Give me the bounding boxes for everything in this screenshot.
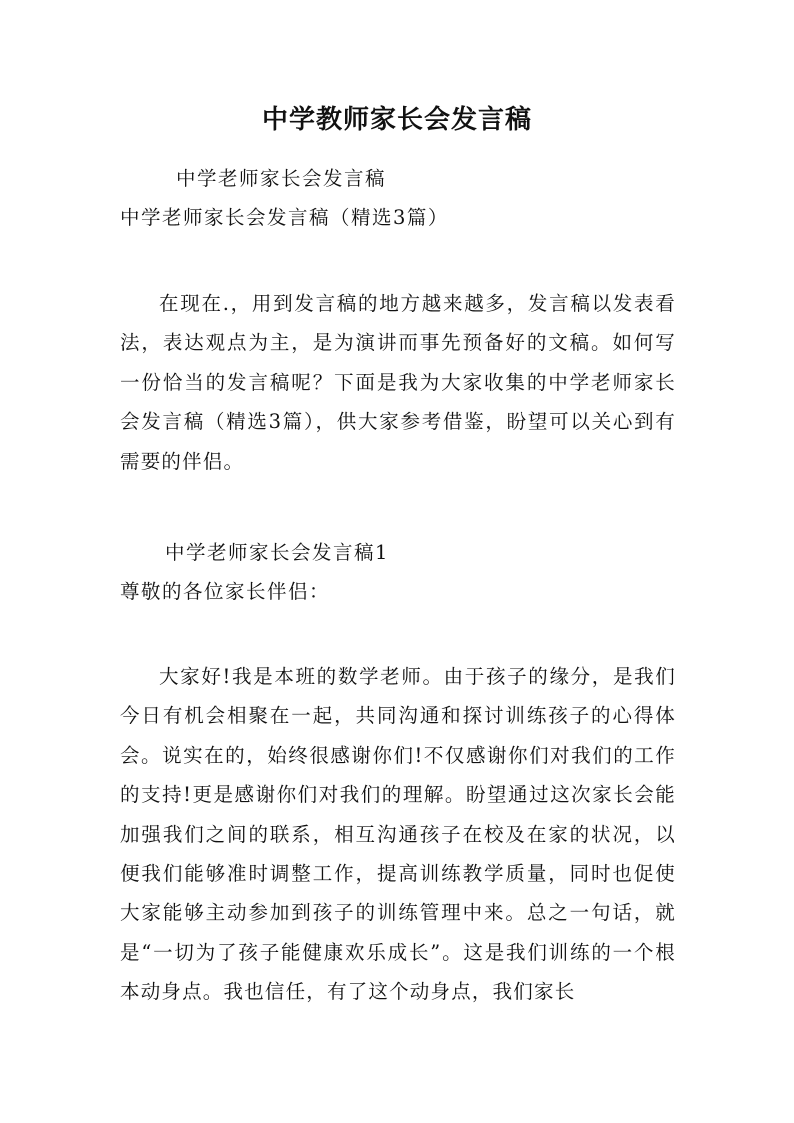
body-paragraph: 大家好!我是本班的数学老师。由于孩子的缘分，是我们今日有机会相聚在一起，共同沟通和探讨训练孩子的心得体会。说实在的，始终很感谢你们!不仅感谢你们对我们的工作的支持!更是感谢你们对我们的理解。盼望通过这次家长会能加强我们之间的联系，相互沟通孩子在校及在家的状况，以便我们能够准时调整工作，提高训练教学质量，同时也促使大家能够主动参加到孩子的训练管理中来。总之一句话，就是“一切为了孩子能健康欢乐成长”。这是我们训练的一个根本动身点。我也信任，有了这个动身点，我们家长	[120, 665, 676, 1004]
subtitle-line: 中学老师家长会发言稿	[176, 167, 387, 190]
intro-paragraph: 在现在.，用到发言稿的地方越来越多，发言稿以发表看法，表达观点为主，是为演讲而事先预备好的文稿。如何写一份恰当的发言稿呢？下面是我为大家收集的中学老师家长会发言稿（精选3篇），供大家参考借鉴，盼望可以关心到有需要的伴侣。	[120, 292, 676, 473]
section-heading: 中学老师家长会发言稿1	[165, 541, 389, 564]
subtitle-selection-line: 中学老师家长会发言稿（精选3篇）	[120, 206, 449, 229]
document-title: 中学教师家长会发言稿	[261, 105, 532, 135]
greeting-line: 尊敬的各位家长伴侣：	[120, 580, 331, 603]
